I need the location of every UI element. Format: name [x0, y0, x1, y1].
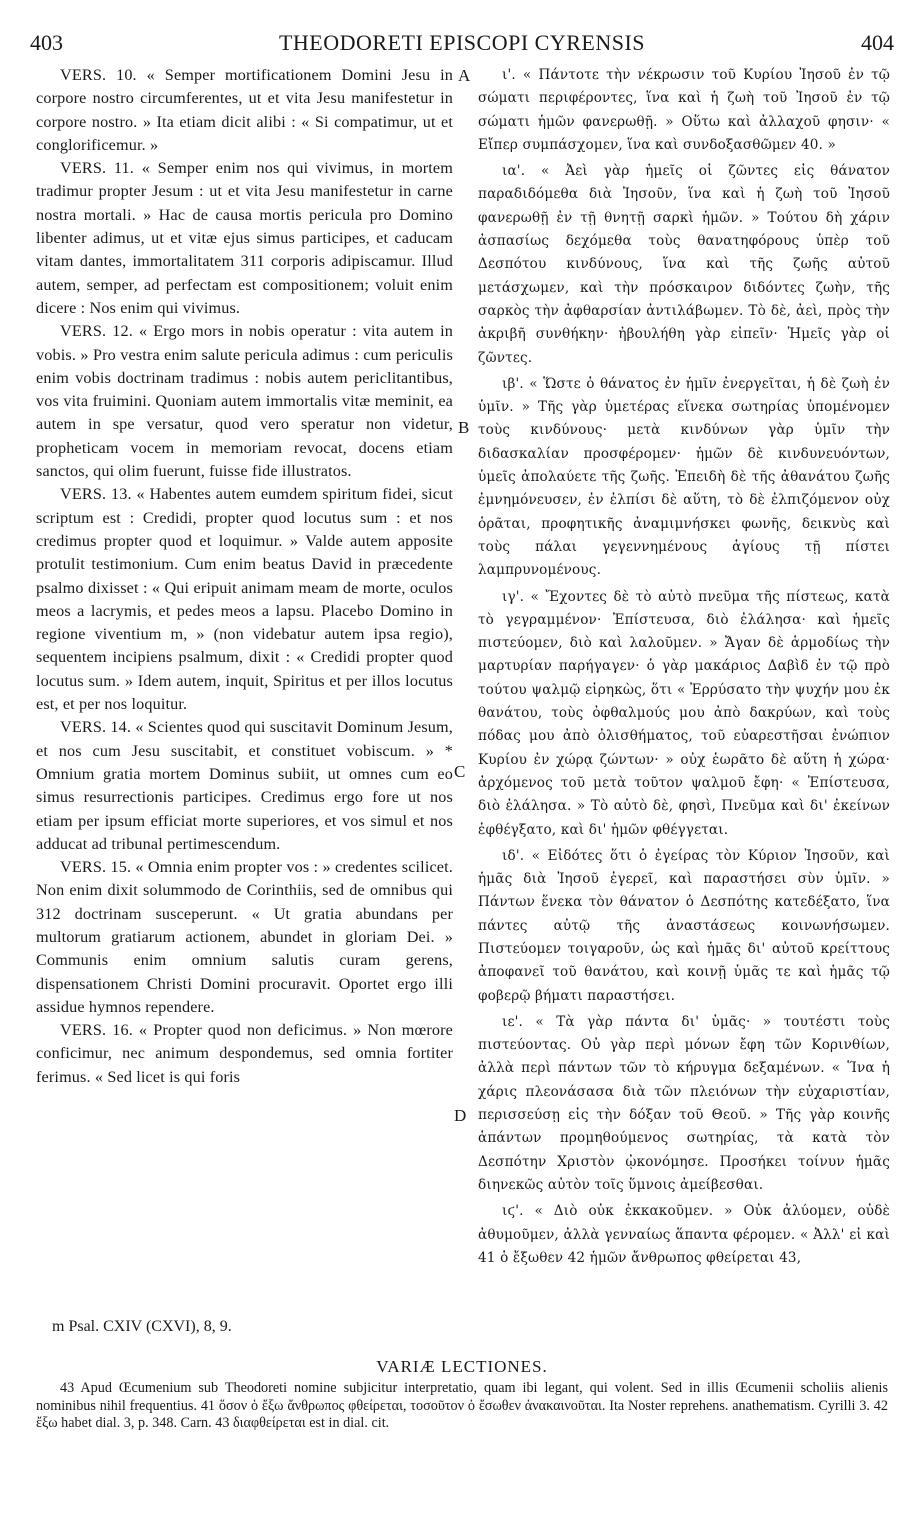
variae-lectiones-notes [36, 1380, 888, 1433]
greek-verse-15: ιε'. « Τὰ γὰρ πάντα δι' ὑμᾶς· » τουτέστι τοὺς πιστεύοντας. Οὐ γὰρ περὶ μόνων ἔφη τῶν Κορινθίων, ἀλλὰ περὶ πάντων τῶν τὸ κήρυγμα δεξαμένων. « Ἵνα ἡ χάρις πλεονάσασα διὰ τῶν πλειόνων τὴν εὐχαριστίαν, περισσεύσῃ εἰς τὴν δόξαν τοῦ Θεοῦ. » Τῆς γὰρ κοινῆς ἁπάντων προμηθούμενος σωτηρίας, τὰ κατὰ τὸν Δεσπότην Χριστὸν ᾠκονόμησε. Προσήκει τοίνυν ἡμᾶς διηνεκῶς αὐτὸν τοῖς ὕμνοις ἀμείβεσθαι. [478, 1013, 890, 1193]
latin-column [36, 64, 453, 1089]
latin-verse-16: VERS. 16. « Propter quod non deficimus. » Non mœrore conficimur, nec animum despondemus, sed omnia fortiter ferimus. « Sed licet is qui foris [36, 1021, 453, 1086]
latin-verse-15: VERS. 15. « Omnia enim propter vos : » credentes scilicet. Non enim dixit solummodo de Corinthiis, sed de omnibus qui 312 doctrinam susceperunt. « Ut gratia abundans per multorum gratiarum actionem, abundet in gloriam Dei. » Communis enim omnium salutis curam gerens, dispensationem Christi Domini procuravit. Oportet ergo illi assidue hymnos rependere. [36, 858, 453, 1016]
variae-lectiones-heading: VARIÆ LECTIONES. [376, 1357, 548, 1376]
latin-verse-14: VERS. 14. « Scientes quod qui suscitavit Dominum Jesum, et nos cum Jesu suscitabit, et constituet vobiscum. » * Omnium gratia mortem Dominus subiit, ut omnes cum eo simus resurrectionis participes. Credimus ergo fore ut nos etiam per ipsum efficiat morte superiores, et vos simul et nos adducat ad tribunal pertimescendum. [36, 718, 453, 853]
page-number-right: 404 [861, 30, 894, 55]
running-title: THEODORETI EPISCOPI CYRENSIS [278, 30, 646, 55]
greek-verse-13: ιγ'. « Ἔχοντες δὲ τὸ αὐτὸ πνεῦμα τῆς πίστεως, κατὰ τὸ γεγραμμένον· Ἐπίστευσα, διὸ ἐλάλησα· καὶ ἡμεῖς πιστεύομεν, διὸ καὶ λαλοῦμεν. » Ἄγαν δὲ ἁρμοδίως τὴν μαρτυρίαν παρήγαγεν· ὁ γὰρ μακάριος Δαβὶδ ἐν τῷ πρὸ τούτου ψαλμῷ εἰρηκὼς, ὅτι « Ἐρρύσατο τὴν ψυχήν μου ἐκ θανάτου, τοὺς ὀφθαλμούς μου ἀπὸ δακρύων, καὶ τοὺς πόδας μου ἀπὸ ὀλισθήματος, τοῦ εὐαρεστῆσαι ἐνώπιον Κυρίου ἐν χώρᾳ ζώντων· » οὐχ ἑωρᾶτο δὲ αὕτη ἡ χώρα· ἀρχόμενος τοῦ μετὰ τοῦτον ψαλμοῦ ἔφη· « Ἐπίστευσα, διὸ ἐλάλησα. » Τὸ αὐτὸ δὲ, φησὶ, Πνεῦμα καὶ δι' ἐκείνων ἐφθέγξατο, καὶ δι' ἡμῶν φθέγγεται. [478, 588, 890, 838]
greek-verse-16: ιϛ'. « Διὸ οὐκ ἐκκακοῦμεν. » Οὐκ ἀλύομεν, οὐδὲ ἀθυμοῦμεν, ἀλλὰ γενναίως ἅπαντα φέρομεν. « Ἀλλ' εἰ καὶ 41 ὁ ἔξωθεν 42 ἡμῶν ἄνθρωπος φθείρεται 43, [478, 1203, 890, 1266]
margin-letter-a: A [458, 66, 471, 85]
latin-verse-13: VERS. 13. « Habentes autem eumdem spiritum fidei, sicut scriptum est : Credidi, propter quod locutus sum : et nos credimus propter quod et loquimur. » Valde autem apposite protulit testimonium. Cum enim beatus David in præcedente psalmo dixisset : « Qui eripuit animam meam de morte, oculos meos a lacrymis, et pedes meos a lapsu. Placebo Domino in regione viventium m, » (non videbatur autem ipsa regio), sequentem incipiens psalmum, dixit : « Credidi propter quod locutus sum. » Idem autem, inquit, Spiritus et per illos locutus est, et per nos loquitur. [36, 485, 453, 714]
latin-verse-10: VERS. 10. « Semper mortificationem Domini Jesu in corpore nostro circumferentes, ut et vita Jesu manifestetur in corpore nostro. » Ita etiam dicit alibi : « Si compatimur, ut et conglorificemur. » [36, 66, 453, 154]
margin-letter-d: D [454, 1106, 467, 1125]
greek-verse-11: ια'. « Ἀεὶ γὰρ ἡμεῖς οἱ ζῶντες εἰς θάνατον παραδιδόμεθα διὰ Ἰησοῦν, ἵνα καὶ ἡ ζωὴ τοῦ Ἰησοῦ φανερωθῇ ἐν τῇ θνητῇ σαρκὶ ἡμῶν. » Τούτου δὴ χάριν ἀσπασίως δεχόμεθα τοὺς θανατηφόρους ὑπὲρ τοῦ Δεσπότου κινδύνους, ἵνα καὶ τῆς ζωῆς αὐτοῦ μετάσχωμεν, καὶ τὴν πρόσκαιρον διδόντες ζωὴν, τῆς σαρκὸς τὴν ἀφθαρσίαν ἀντιλάβωμεν. Τὸ δὲ, ἀεὶ, πρὸς τὴν ἀκριβῆ συνθήκην· ἠβουλήθη γὰρ εἰπεῖν· Ἡμεῖς γὰρ οἱ ζῶντες. [478, 163, 890, 366]
page-header [30, 30, 894, 62]
scripture-footnote: m Psal. CXIV (CXVI), 8, 9. [52, 1318, 232, 1335]
latin-verse-11: VERS. 11. « Semper enim nos qui vivimus, in mortem tradimur propter Jesum : ut et vita Jesu manifestetur in carne nostra mortali. » Hac de causa mortis pericula pro Domino libenter adimus, ut et vitæ ejus simus participes, et caducam vitam dantes, immortalitatem 311 corporis adipiscamur. Illud autem, semper, ad perfectam est compositionem; voluit enim dicere : Nos enim qui vivimus. [36, 159, 453, 317]
greek-verse-10: ι'. « Πάντοτε τὴν νέκρωσιν τοῦ Κυρίου Ἰησοῦ ἐν τῷ σώματι περιφέροντες, ἵνα καὶ ἡ ζωὴ τοῦ Ἰησοῦ ἐν τῷ σώματι ἡμῶν φανερωθῇ. » Οὕτω καὶ ἀλλαχοῦ φησιν· « Εἴπερ συμπάσχομεν, ἵνα καὶ συνδοξασθῶμεν 40. » [478, 67, 890, 153]
latin-verse-12: VERS. 12. « Ergo mors in nobis operatur : vita autem in vobis. » Pro vestra enim salute pericula adimus : cum periculis enim vobis doctrinam tradimus : nobis autem periclitantibus, vos vita fruimini. Quoniam autem immortalis vitæ meminit, ea autem in spe versatur, quod vero speratur non videtur, propheticam vocem in memoriam revocat, docens etiam sanctos, qui olim fuerunt, fuisse fide illustratos. [36, 322, 453, 481]
greek-verse-12: ιβ'. « Ὥστε ὁ θάνατος ἐν ἡμῖν ἐνεργεῖται, ἡ δὲ ζωὴ ἐν ὑμῖν. » Τῆς γὰρ ὑμετέρας εἵνεκα σωτηρίας ὑπομένομεν τοὺς κινδύνους· μετὰ κινδύνων γὰρ ὑμῖν τὴν διδασκαλίαν προσφέρομεν· ἡμῶν δὲ κινδυνευόντων, ὑμεῖς ἀπολαύετε τῆς ζωῆς. Ἐπειδὴ δὲ τῆς ἀθανάτου ζωῆς ἐμνημόνευσεν, ἐν ἐλπίσι δὲ αὕτη, τὸ δὲ ἐλπιζόμενον οὐχ ὁρᾶται, προφητικῆς ἀναμιμνήσκει φωνῆς, δεικνὺς καὶ τοὺς πάλαι γεγεννημένους ἁγίους τῇ πίστει λαμπρυνομένους. [478, 375, 890, 579]
greek-column [478, 64, 890, 1270]
margin-letter-b: B [458, 418, 470, 437]
margin-letter-c: C [454, 762, 466, 781]
page-number-left: 403 [30, 30, 63, 55]
greek-verse-14: ιδ'. « Εἰδότες ὅτι ὁ ἐγείρας τὸν Κύριον Ἰησοῦν, καὶ ἡμᾶς διὰ Ἰησοῦ ἐγερεῖ, καὶ παραστήσει σὺν ὑμῖν. » Πάντων ἕνεκα τὸν θάνατον ὁ Δεσπότης κατεδέξατο, ἵνα πάντες αὐτῷ τῆς ἀναστάσεως κοινωνήσωμεν. Πιστεύομεν τοιγαροῦν, ὡς καὶ ἡμᾶς δι' αὐτοῦ κρείττους ἀποφανεῖ τοῦ θανάτου, καὶ κοινῇ ὑμᾶς τε καὶ ἡμᾶς τῷ φοβερῷ βήματι παραστήσει. [478, 847, 890, 1004]
variae-lectiones-text: 43 Apud Œcumenium sub Theodoreti nomine subjicitur interpretatio, quam ibi legant, qui volent. Sed in illis Œcumenii scholiis alienis nominibus nihil frequentius. 41 ὅσον ὁ ἔξω ἄνθρωπος φθείρεται, τοσοῦτον ὁ ἔσωθεν ἀνακαινοῦται. Ita Noster reprehens. anathematism. Cyrilli 3. 42 ἔξω habet dial. 3, p. 348. Carn. 43 διαφθείρεται est in dial. cit. [36, 1380, 888, 1432]
